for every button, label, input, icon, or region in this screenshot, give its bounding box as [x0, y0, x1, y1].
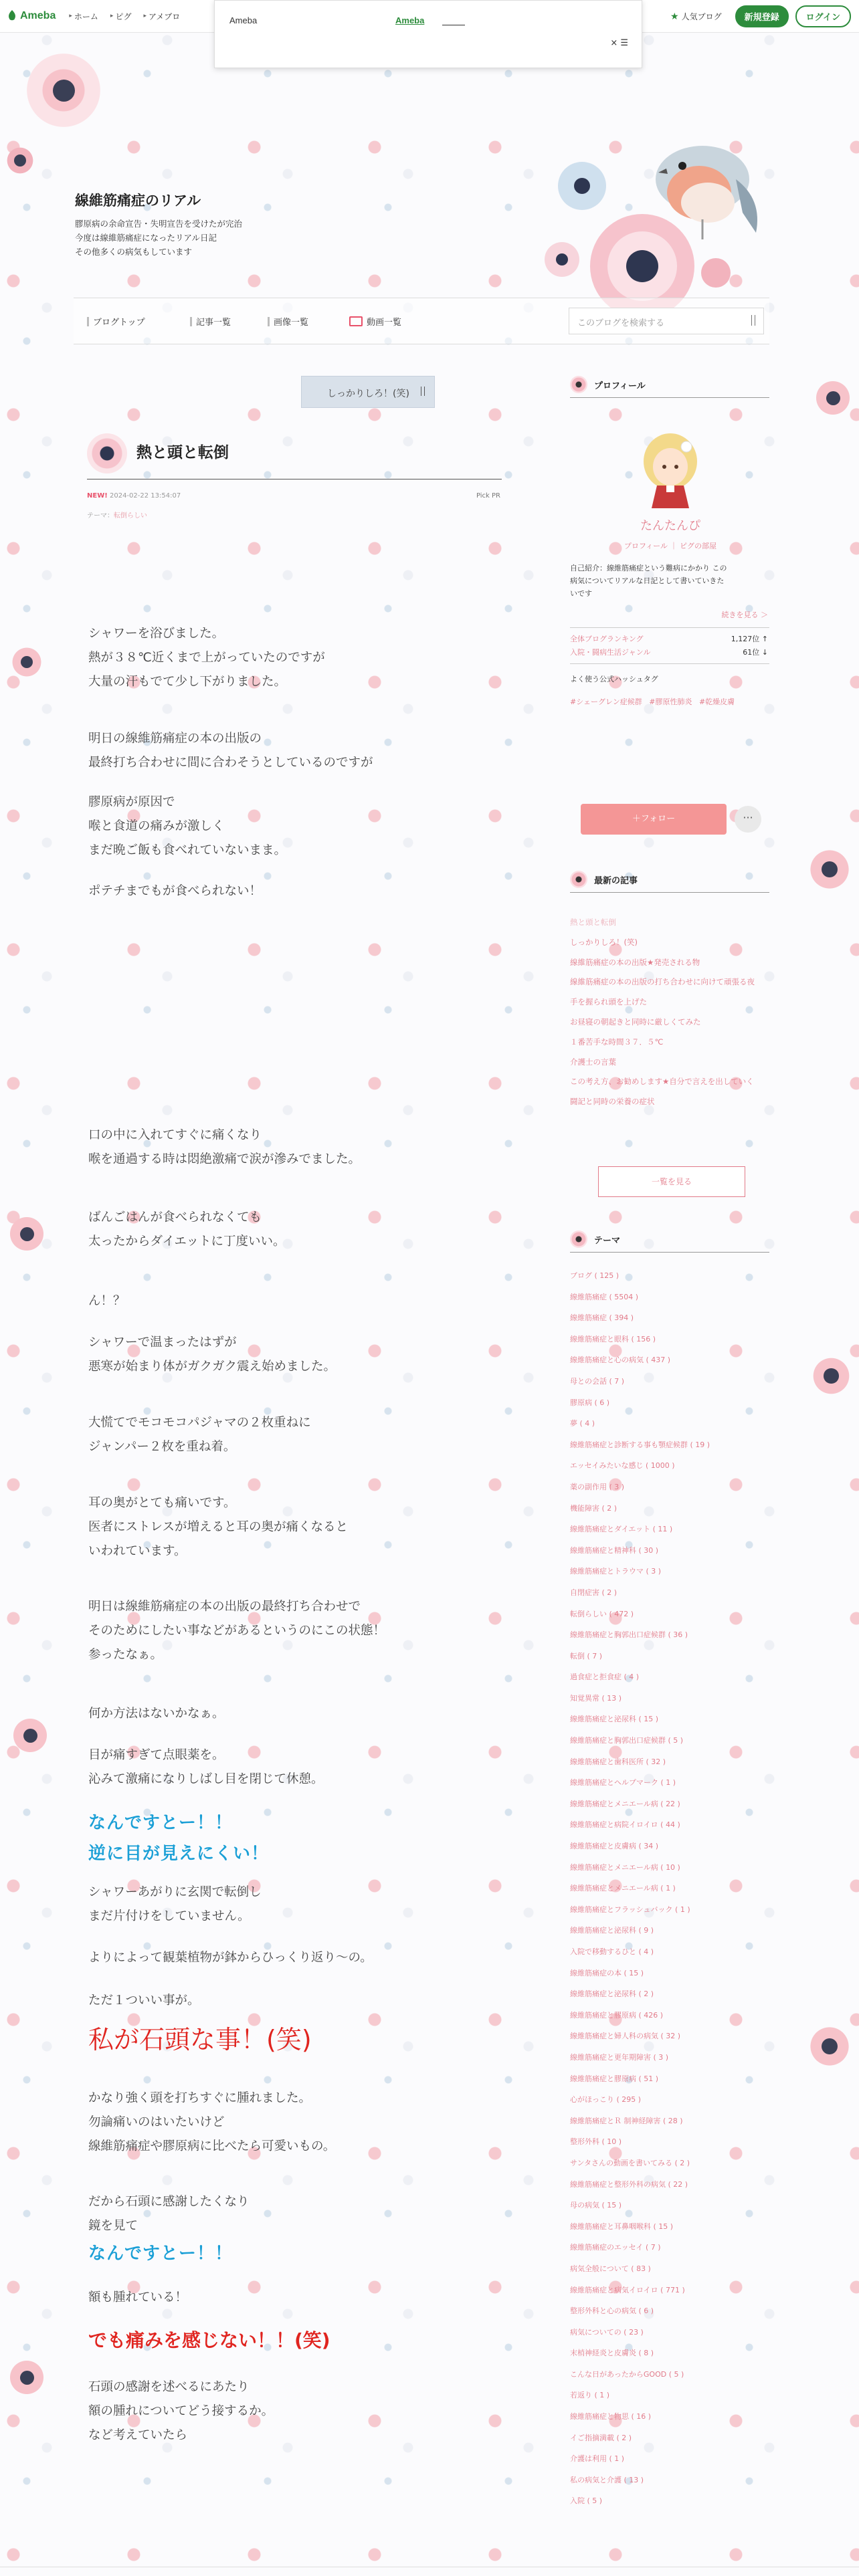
recent-article-link[interactable]: お昼寝の朝起きと同時に厳しくてみた: [570, 1017, 701, 1027]
theme-link[interactable]: 線維筋痛症と歯科医所 ( 32 ): [570, 1757, 666, 1766]
theme-link[interactable]: 線維筋痛症と診断する事も顎症候群 ( 19 ): [570, 1440, 710, 1449]
body-line: シャワーで温まったはずが: [88, 1335, 237, 1350]
theme-link[interactable]: 転倒らしい ( 472 ): [570, 1609, 634, 1618]
close-icon[interactable]: × ☰: [610, 38, 628, 48]
sidebar: [570, 361, 771, 2568]
post-date: 2024-02-22 13:54:07: [109, 492, 181, 500]
body-line: 額も腫れている！: [88, 2290, 188, 2304]
nav-article-list[interactable]: [190, 315, 231, 328]
theme-link[interactable]: 線維筋痛症とヘルプマーク ( 1 ): [570, 1778, 676, 1788]
body-line: 喉と食道の痛みが激しく: [88, 819, 225, 833]
ranking-genre-label[interactable]: [570, 646, 651, 659]
emphasis-blue: なんですとー！！: [88, 2244, 233, 2264]
flower-decoration: [803, 2020, 856, 2073]
theme-link[interactable]: 夢 ( 4 ): [570, 1419, 595, 1428]
post-theme: [87, 510, 147, 520]
emphasis-red-large: 私が石頭な事！(笑): [88, 2025, 312, 2054]
theme-heading: テーマ: [594, 1236, 621, 1246]
new-badge: NEW!: [87, 492, 108, 500]
theme-link[interactable]: サンタさんの動画を書いてみる ( 2 ): [570, 2158, 690, 2167]
blog-nav: [74, 298, 769, 344]
ranking-overall-text: 全体ブログランキング: [570, 635, 644, 643]
theme-label: テーマ：: [87, 512, 114, 520]
theme-link[interactable]: 入院で移動するひと ( 4 ): [570, 1947, 654, 1956]
profile-name[interactable]: たんたんぴ: [640, 519, 700, 533]
theme-link[interactable]: 線維筋痛症と心の病気 ( 437 ): [570, 1356, 671, 1365]
nav-home[interactable]: [69, 11, 98, 22]
body-line: まだ晩ご飯も食べれていないまま。: [88, 843, 287, 857]
theme-link[interactable]: 線維筋痛症とトラウマ ( 3 ): [570, 1567, 662, 1576]
recent-article-link[interactable]: しっかりしろ！(笑): [570, 938, 638, 947]
nav-blog-top-label: ブログトップ: [93, 318, 145, 328]
body-line: 明日の線維筋痛症の本の出版の: [88, 732, 262, 746]
profile-intro-line: いです: [570, 589, 592, 598]
post-title[interactable]: 熱と頭と転倒: [136, 444, 229, 461]
theme-link[interactable]: ブログ ( 125 ): [570, 1271, 619, 1280]
triangle-icon: ▸: [143, 13, 147, 19]
global-nav: [69, 11, 180, 22]
profile-more-link[interactable]: 続きを見る ＞: [721, 611, 768, 619]
recent-article-link[interactable]: 線維筋痛症の本の出版★発売される物: [570, 958, 700, 967]
hashtag-heading: よく使う公式ハッシュタグ: [570, 675, 658, 683]
theme-link[interactable]: 末梢神経炎と皮膚炎 ( 8 ): [570, 2349, 654, 2358]
ad-title: Ameba: [229, 15, 258, 25]
emphasis-blue: 逆に目が見えにくい！: [88, 1844, 270, 1864]
theme-link[interactable]: 線維筋痛症と整形外科の病気 ( 22 ): [570, 2179, 688, 2189]
divider: [570, 663, 769, 664]
popular-blog-link[interactable]: [670, 11, 722, 22]
theme-link[interactable]: 線維筋痛症 ( 394 ): [570, 1313, 634, 1323]
theme-list: [570, 1265, 771, 2512]
theme-link[interactable]: 転倒 ( 7 ): [570, 1651, 603, 1660]
popular-blog-label: 人気ブログ: [681, 12, 722, 21]
theme-link[interactable]: 線維筋痛症とメニエール病 ( 1 ): [570, 1884, 676, 1893]
body-line: など考えていたら: [88, 2428, 188, 2442]
profile-intro-line: 自己紹介：線維筋痛症という難病にかかり この: [570, 564, 727, 572]
flower-decoration: [7, 1712, 54, 1759]
body-line: 参ったなぁ。: [88, 1648, 163, 1662]
body-line: だから石頭に感謝したくなり: [88, 2195, 250, 2209]
body-line: ばんごはんが食べられなくても: [88, 1210, 262, 1224]
crown-icon: ★: [670, 11, 679, 22]
theme-link[interactable]: 線維筋痛症と泌尿科 ( 15 ): [570, 1715, 659, 1724]
ad-overlay: [214, 0, 642, 68]
theme-link[interactable]: 線維筋痛症のエッセイ ( 7 ): [570, 2243, 661, 2252]
theme-link[interactable]: 整形外科と心の病気 ( 6 ): [570, 2306, 654, 2316]
search-icon[interactable]: [751, 315, 755, 326]
nav-pigg[interactable]: [110, 11, 132, 22]
ranking-overall-label[interactable]: [570, 633, 644, 645]
profile-header: [570, 369, 769, 398]
theme-link[interactable]: 線維筋痛症と胸郭出口症候群 ( 36 ): [570, 1630, 688, 1640]
blog-description-line: 今度は線維筋痛症になったリアル日記: [75, 233, 217, 243]
theme-link[interactable]: 線維筋痛症と病院イロイロ ( 44 ): [570, 1820, 680, 1830]
body-line: シャワーあがりに玄関で転倒し: [88, 1885, 262, 1899]
body-line: 最終打ち合わせに間に合わそうとしているのですが: [88, 756, 373, 770]
profile-heading: プロフィール: [594, 381, 646, 391]
body-line: まだ片付けをしていません。: [88, 1909, 250, 1923]
more-options-button[interactable]: ···: [735, 806, 761, 833]
theme-link[interactable]: 線維筋痛症とＲ 制神経障害 ( 28 ): [570, 2116, 683, 2125]
theme-link[interactable]: 線維筋痛症の本 ( 15 ): [570, 1968, 644, 1977]
theme-link[interactable]: 機能障害 ( 2 ): [570, 1503, 617, 1513]
body-line: 明日は線維筋痛症の本の出版の最終打ち合わせで: [88, 1600, 361, 1614]
triangle-icon: ▸: [110, 13, 114, 19]
theme-link[interactable]: 転倒らしい: [114, 512, 147, 520]
profile-links[interactable]: プロフィール ｜ ピグの部屋: [624, 542, 717, 550]
body-line: 石頭の感謝を述べるにあたり: [88, 2380, 250, 2394]
theme-link[interactable]: 線維筋痛症とダイエット ( 11 ): [570, 1525, 673, 1534]
recent-article-link[interactable]: 闘記と同時の栄養の症状: [570, 1097, 655, 1106]
body-line: 鏡を見て: [88, 2219, 138, 2233]
theme-header: [570, 1224, 769, 1253]
body-line: 医者にストレスが増えると耳の奥が痛くなると: [88, 1520, 348, 1534]
theme-link[interactable]: 薬の副作用 ( 3 ): [570, 1482, 625, 1491]
theme-link[interactable]: 整形外科 ( 10 ): [570, 2137, 622, 2147]
body-line: 太ったからダイエットに丁度いい。: [88, 1235, 286, 1249]
body-line: 大量の汗もでて少し下がりました。: [88, 675, 287, 689]
body-line: 沁みて激痛になりしばし目を閉じて休憩。: [88, 1772, 324, 1786]
ameba-logo-icon: [7, 9, 17, 23]
view-all-articles-button[interactable]: 一覧を見る: [598, 1166, 745, 1197]
theme-link[interactable]: 自閉症害 ( 2 ): [570, 1588, 617, 1597]
flower-icon: [570, 871, 587, 888]
nav-image-list-label: 画像一覧: [274, 318, 309, 328]
theme-link[interactable]: 知覚異常 ( 13 ): [570, 1693, 622, 1703]
nav-home-label: ホーム: [74, 11, 98, 21]
emphasis-red: でも痛みを感じない！！(笑): [88, 2329, 330, 2351]
body-line: かなり強く頭を打ちすぐに腫れました。: [88, 2091, 312, 2105]
profile-intro-line: 病気についてリアルな日記として書いていきた: [570, 576, 725, 585]
hashtag-link[interactable]: #シェーグレン症候群: [570, 697, 642, 706]
theme-link[interactable]: 線維筋痛症と更年期障害 ( 3 ): [570, 2052, 669, 2062]
ranking-overall-value: 1,127位 ↑: [731, 635, 768, 643]
home-icon: [87, 317, 89, 326]
body-line: 耳の奥がとても痛いです。: [88, 1496, 236, 1510]
blog-title[interactable]: 線維筋痛症のリアル: [75, 193, 201, 209]
header-actions: [670, 5, 851, 27]
body-line: 線維筋痛症や膠原病に比べたら可愛いもの。: [88, 2139, 336, 2153]
theme-link[interactable]: 病気全般について ( 83 ): [570, 2264, 651, 2273]
body-line: 目が痛すぎて点眼薬を。: [88, 1748, 225, 1762]
ranking-genre-value: 61位 ↓: [743, 648, 768, 657]
follow-button[interactable]: ＋フォロー: [581, 804, 727, 835]
body-line: ん！？: [88, 1294, 126, 1308]
triangle-icon: ▸: [69, 13, 72, 19]
theme-link[interactable]: 線維筋痛症とフラッシュバック ( 1 ): [570, 1905, 690, 1914]
prev-article-label: しっかりしろ！(笑): [327, 389, 409, 399]
theme-link[interactable]: 線維筋痛症と耳鼻咽喉科 ( 15 ): [570, 2222, 674, 2231]
ameba-logo-text: Ameba: [20, 10, 56, 21]
theme-link[interactable]: 母との会話 ( 7 ): [570, 1376, 625, 1386]
blog-search-input[interactable]: [569, 308, 764, 334]
body-line: よりによって観葉植物が鉢からひっくり返り〜の。: [88, 1951, 373, 1965]
list-icon: [190, 317, 192, 326]
blog-description-line: 膠原病の余命宣告・失明宣告を受けたが完治: [75, 219, 243, 229]
profile-intro: [570, 562, 771, 600]
theme-link[interactable]: 線維筋痛症と膠原病 ( 426 ): [570, 2010, 664, 2020]
body-line: 口の中に入れてすぐに痛くなり: [88, 1128, 262, 1142]
nav-video-list[interactable]: [349, 315, 401, 328]
hashtag-link[interactable]: #乾燥皮膚: [698, 697, 735, 706]
post-meta: [87, 492, 181, 500]
theme-link[interactable]: エッセイみたいな感じ ( 1000 ): [570, 1461, 675, 1471]
recent-article-link[interactable]: 手を握られ頭を上げた: [570, 997, 647, 1006]
blog-description: [75, 217, 242, 259]
nav-video-list-label: 動画一覧: [367, 318, 402, 328]
theme-link[interactable]: 病気についての ( 23 ): [570, 2327, 644, 2337]
flower-decoration: [3, 2354, 50, 2401]
post-flower-icon: [87, 433, 127, 473]
body-line: 喉を通過する時は悶絶激痛で涙が滲みでました。: [88, 1152, 361, 1166]
flower-decoration: [3, 1210, 50, 1257]
body-line: ただ１ついい事が。: [88, 1994, 200, 2008]
body-line: そのためにしたい事などがあるというのにこの状態！: [88, 1624, 386, 1638]
hashtag-list: [570, 695, 771, 708]
theme-link[interactable]: 入院 ( 5 ): [570, 2496, 603, 2506]
theme-link[interactable]: 線維筋痛症とメニエール病 ( 10 ): [570, 1862, 680, 1872]
flower-decoration: [803, 843, 856, 896]
pick-pr-link[interactable]: Pick PR: [476, 492, 500, 500]
body-line: 勿論痛いのはいたいけど: [88, 2115, 225, 2129]
emphasis-blue: なんですとー！！: [88, 1813, 233, 1833]
theme-link[interactable]: 線維筋痛症と胸郭出口症候群 ( 5 ): [570, 1736, 684, 1745]
body-line: 額の腫れについてどう接するか。: [88, 2404, 274, 2418]
ameba-logo[interactable]: [7, 9, 56, 23]
body-line: 熱が３８℃近くまで上がっていたのですが: [88, 651, 325, 665]
recent-article-list: [570, 912, 771, 1111]
nav-ameblo-label: アメブロ: [148, 11, 181, 21]
nav-image-list[interactable]: [268, 315, 308, 328]
register-button[interactable]: 新規登録: [735, 5, 789, 27]
nav-pigg-label: ピグ: [115, 11, 132, 21]
theme-link[interactable]: 線維筋痛症と眼科 ( 156 ): [570, 1334, 656, 1344]
ad-link[interactable]: Ameba: [395, 15, 425, 25]
flower-icon: [570, 1230, 587, 1248]
login-button[interactable]: ログイン: [795, 5, 851, 27]
nav-blog-top[interactable]: [87, 315, 145, 328]
flower-decoration: [806, 1351, 856, 1401]
theme-link[interactable]: 線維筋痛症と膠原病 ( 51 ): [570, 2074, 659, 2083]
flower-decoration: [809, 374, 856, 421]
theme-link[interactable]: 若返り ( 1 ): [570, 2391, 610, 2400]
search-placeholder: このブログを検索する: [577, 318, 665, 328]
recent-heading: 最新の記事: [594, 876, 638, 886]
body-line: 何か方法はないかなぁ。: [88, 1707, 225, 1721]
recent-article-link[interactable]: この考え方、お勧めします★自分で言えを出していく: [570, 1077, 754, 1086]
bird-flower-illustration: [535, 99, 776, 326]
arrow-icon: [421, 387, 425, 396]
recent-article-link[interactable]: １番苦手な時間３７．５℃: [570, 1037, 664, 1047]
hashtag-link[interactable]: #膠原性肺炎: [649, 697, 692, 706]
recent-article-link[interactable]: 熱と頭と転倒: [570, 918, 616, 927]
theme-link[interactable]: 介護は利用 ( 1 ): [570, 2454, 625, 2464]
theme-link[interactable]: イご指摘満載 ( 2 ): [570, 2433, 632, 2442]
avatar[interactable]: [637, 429, 704, 510]
theme-link[interactable]: 線維筋痛症と精神科 ( 30 ): [570, 1545, 659, 1555]
theme-link[interactable]: 線維筋痛症 ( 5504 ): [570, 1292, 639, 1301]
theme-link[interactable]: 膠原病 ( 6 ): [570, 1398, 610, 1407]
theme-link[interactable]: 私の病気と介護 ( 13 ): [570, 2475, 644, 2484]
theme-link[interactable]: 心がほっこり ( 295 ): [570, 2095, 642, 2105]
theme-link[interactable]: 線維筋痛症と泌尿科 ( 9 ): [570, 1926, 654, 1935]
body-line: いわれています。: [88, 1544, 187, 1558]
theme-link[interactable]: 過食症と拒食症 ( 4 ): [570, 1673, 640, 1682]
body-line: 悪寒が始まり体がガクガク震え始めました。: [88, 1360, 337, 1374]
theme-link[interactable]: 母の病気 ( 15 ): [570, 2201, 622, 2210]
recent-article-link[interactable]: 介護士の言葉: [570, 1057, 616, 1067]
body-line: 大慌てでモコモコパジャマの２枚重ねに: [88, 1416, 311, 1430]
recent-article-link[interactable]: 線維筋痛症の本の出版の打ち合わせに向けて頑張る夜: [570, 977, 755, 986]
prev-article-button[interactable]: [301, 376, 435, 408]
theme-link[interactable]: 線維筋痛症と物思 ( 16 ): [570, 2412, 652, 2422]
theme-link[interactable]: 線維筋痛症と泌尿科 ( 2 ): [570, 1990, 654, 1999]
body-line: ジャンパー２枚を重ね着。: [88, 1440, 236, 1454]
flower-decoration: [7, 642, 47, 682]
theme-link[interactable]: 線維筋痛症とメニエール病 ( 22 ): [570, 1799, 680, 1808]
body-line: シャワーを浴びました。: [88, 627, 225, 641]
theme-link[interactable]: 線維筋痛症と皮膚病 ( 34 ): [570, 1842, 659, 1851]
nav-ameblo[interactable]: [143, 11, 180, 22]
body-line: 膠原病が原因で: [88, 795, 175, 809]
image-icon: [268, 317, 270, 326]
body-line: ポテチまでもが食べられない！: [88, 884, 262, 898]
divider: [570, 627, 769, 628]
blog-header: [0, 32, 859, 293]
main-column: [74, 361, 515, 2568]
ranking-genre-text: 入院・闘病生活ジャンル: [570, 648, 651, 657]
blog-description-line: その他多くの病気もしています: [75, 247, 193, 257]
video-icon: [349, 316, 363, 326]
nav-article-list-label: 記事一覧: [196, 318, 231, 328]
theme-link[interactable]: 線維筋痛症と婦人科の病気 ( 32 ): [570, 2032, 681, 2041]
theme-link[interactable]: 線維筋痛症と病気イロイロ ( 771 ): [570, 2285, 685, 2294]
flower-icon: [570, 376, 587, 393]
recent-header: [570, 864, 769, 893]
theme-link[interactable]: こんな日があったからGOOD ( 5 ): [570, 2369, 684, 2379]
